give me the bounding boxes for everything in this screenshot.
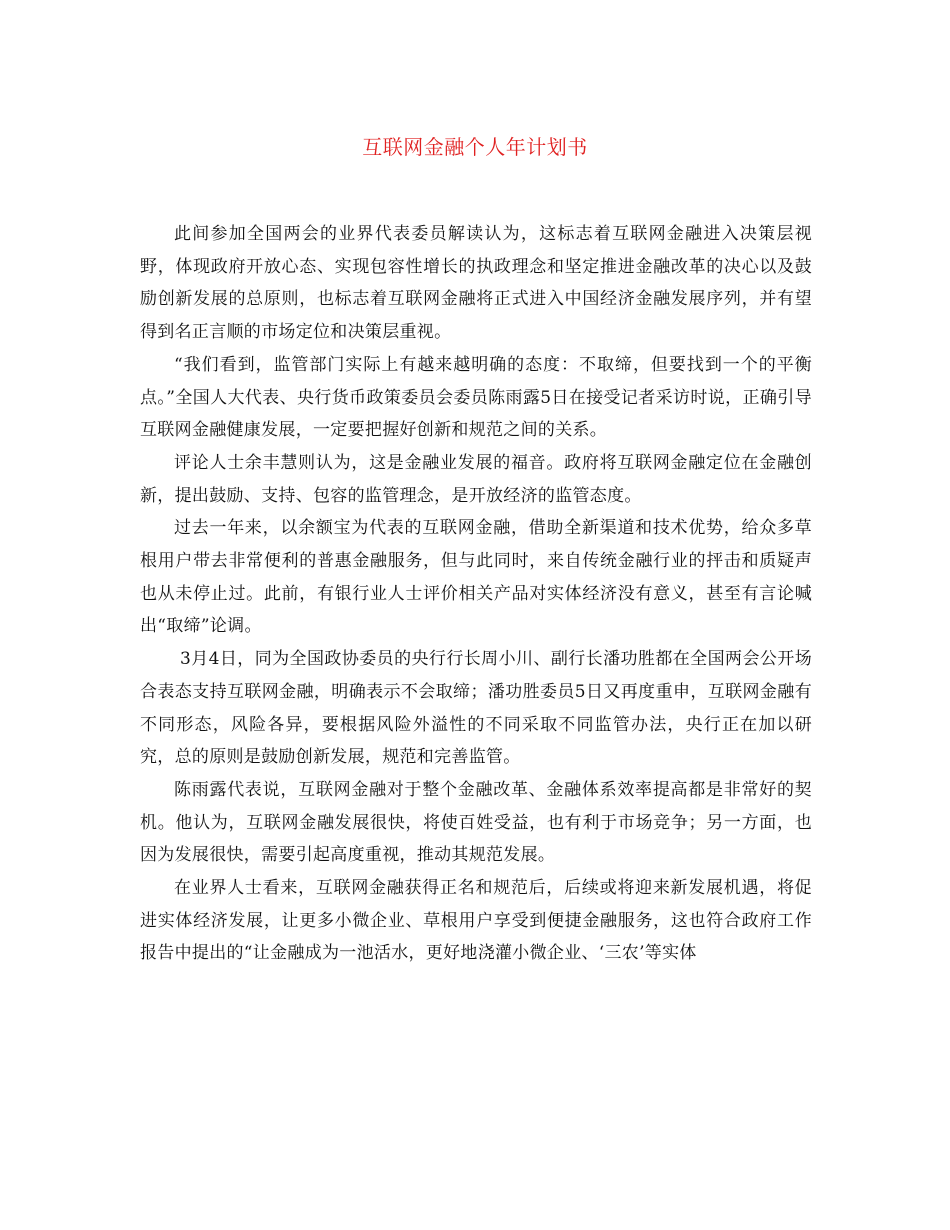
document-body bbox=[140, 218, 812, 970]
paragraph: 陈雨露代表说，互联网金融对于整个金融改革、金融体系效率提高都是非常好的契机。他认为，互联网金融发展很快，将使百姓受益，也有利于市场竞争；另一方面，也因为发展很快，需要引起高度重视，推动其规范发展。 bbox=[140, 779, 812, 866]
paragraph: 在业界人士看来，互联网金融获得正名和规范后，后续或将迎来新发展机遇，将促进实体经济发展，让更多小微企业、草根用户享受到便捷金融服务，这也符合政府工作报告中提出的“让金融成为一池活水，更好地浇灌小微企业、‘三农’等实体 bbox=[140, 878, 812, 964]
paragraph: 过去一年来，以余额宝为代表的互联网金融，借助全新渠道和技术优势，给众多草根用户带去非常便利的普惠金融服务，但与此同时，来自传统金融行业的抨击和质疑声也从未停止过。此前，有银行业人士评价相关产品对实体经济没有意义，甚至有言论喊出“取缔”论调。 bbox=[140, 518, 812, 637]
paragraph: 评论人士余丰慧则认为，这是金融业发展的福音。政府将互联网金融定位在金融创新，提出鼓励、支持、包容的监管理念，是开放经济的监管态度。 bbox=[140, 452, 812, 506]
paragraph: 3月4日，同为全国政协委员的央行行长周小川、副行长潘功胜都在全国两会公开场合表态支持互联网金融，明确表示不会取缔；潘功胜委员5日又再度重申，互联网金融有不同形态，风险各异，要根据风险外溢性的不同采取不同监管办法，央行正在加以研究，总的原则是鼓励创新发展，规范和完善监管。 bbox=[140, 649, 812, 768]
paragraph: 此间参加全国两会的业界代表委员解读认为，这标志着互联网金融进入决策层视野，体现政府开放心态、实现包容性增长的执政理念和坚定推进金融改革的决心以及鼓励创新发展的总原则，也标志着互联网金融将正式进入中国经济金融发展序列，并有望得到名正言顺的市场定位和决策层重视。 bbox=[140, 224, 812, 343]
paragraph: “我们看到，监管部门实际上有越来越明确的态度：不取缔，但要找到一个的平衡点。”全国人大代表、央行货币政策委员会委员陈雨露5日在接受记者采访时说，正确引导互联网金融健康发展，一定要把握好创新和规范之间的关系。 bbox=[140, 354, 812, 441]
document-title: 互联网金融个人年计划书 bbox=[362, 135, 588, 159]
